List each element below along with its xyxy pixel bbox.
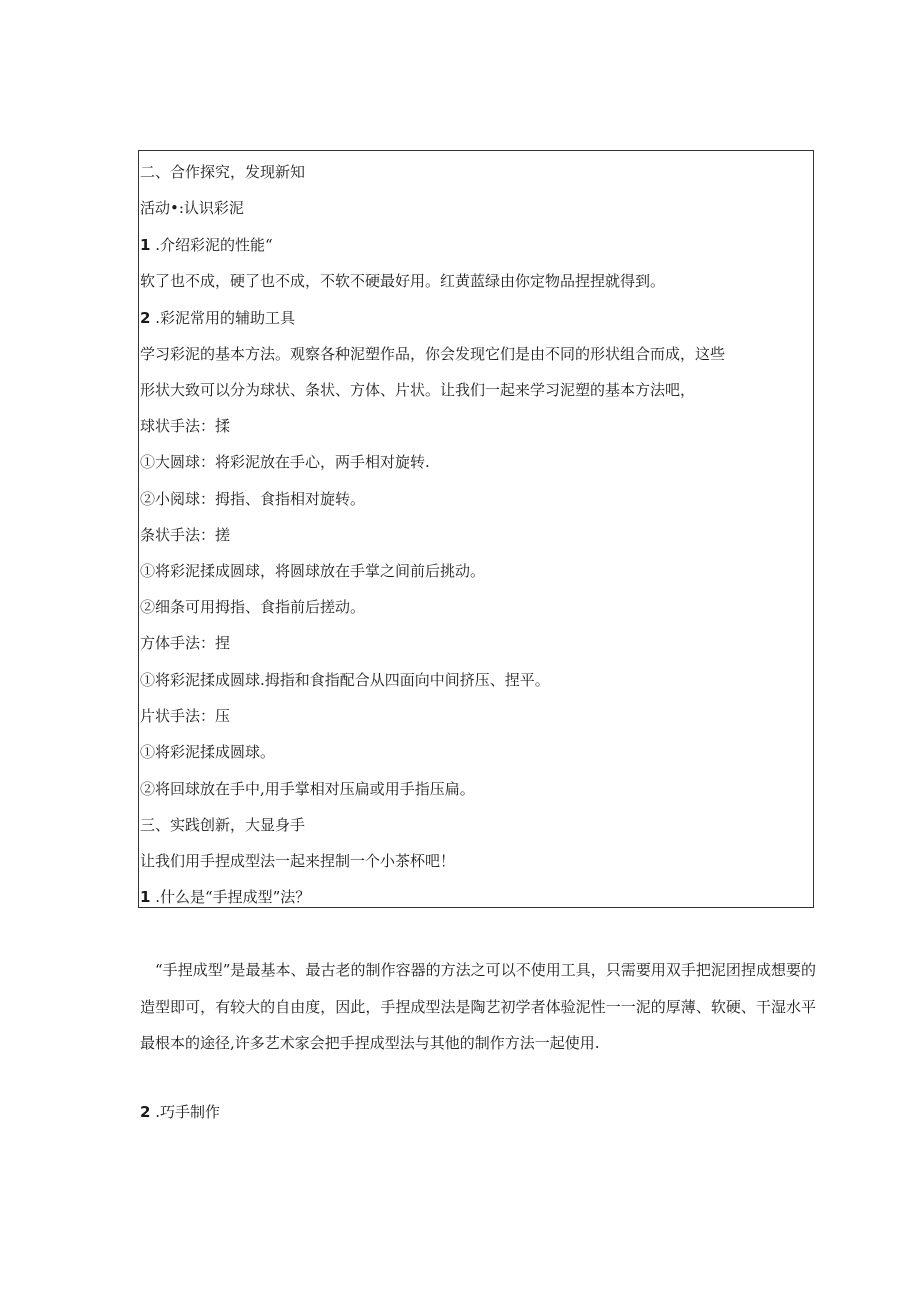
- line-text: 让我们用手捏成型法一起来捏制一个小茶杯吧！: [140, 852, 456, 870]
- line-text: ②细条可用拇指、食指前后搓动。: [140, 598, 366, 616]
- table-line: [140, 308, 295, 328]
- section-title: .巧手制作: [150, 1103, 220, 1121]
- line-text: 二、合作探究，发现新知: [140, 163, 306, 181]
- line-text: ①将彩泥揉成圆球，将圆球放在手掌之间前后挑动。: [140, 562, 486, 580]
- line-text: .彩泥常用的辅助工具: [150, 309, 295, 327]
- table-line: [140, 235, 273, 255]
- line-text: ②小阅球：拇指、食指相对旋转。: [140, 490, 366, 508]
- line-text: ①大圆球：将彩泥放在手心，两手相对旋转.: [140, 453, 430, 471]
- table-line: [140, 271, 665, 291]
- table-line: [140, 198, 244, 218]
- line-text: ②将回球放在手中,用手掌相对压扁或用手指压扁。: [140, 780, 475, 798]
- table-line: [140, 670, 550, 690]
- table-line: [140, 742, 275, 762]
- line-number: 2: [140, 309, 151, 327]
- table-line: [140, 489, 365, 509]
- table-line: [140, 815, 305, 835]
- table-line: [140, 525, 230, 545]
- line-text: 三、实践创新，大显身手: [140, 816, 306, 834]
- line-number: 1: [140, 888, 151, 906]
- section-heading-crafting: [140, 1102, 220, 1122]
- section-number: 2: [140, 1103, 151, 1121]
- table-line: [140, 561, 485, 581]
- table-line: [140, 633, 230, 653]
- table-line: [140, 416, 230, 436]
- line-text: 方体手法：捏: [140, 634, 231, 652]
- table-line: [140, 887, 310, 907]
- line-text: ①将彩泥揉成圆球。: [140, 743, 276, 761]
- line-text: 球状手法：揉: [140, 417, 231, 435]
- table-line: [140, 597, 365, 617]
- line-text: 学习彩泥的基本方法。观察各种泥塑作品，你会发现它们是由不同的形状组合而成，这些: [140, 345, 726, 363]
- table-line: [140, 851, 455, 871]
- table-line: [140, 706, 230, 726]
- line-text: 片状手法：压: [140, 707, 231, 725]
- line-text: .什么是“手捏成型”法？: [150, 888, 311, 906]
- line-text: .介绍彩泥的性能“: [150, 236, 273, 254]
- table-line: [140, 162, 305, 182]
- table-line: [140, 344, 725, 364]
- table-line: [140, 452, 430, 472]
- line-text: 条状手法：搓: [140, 526, 231, 544]
- line-text: ①将彩泥揉成圆球.拇指和食指配合从四面向中间挤压、捏平。: [140, 671, 550, 689]
- table-line: [140, 779, 475, 799]
- intro-paragraph: “手捏成型”是最基本、最古老的制作容器的方法之可以不使用工具，只需要用双手把泥团捏成想要的造型即可，有较大的自由度，因此，手捏成型法是陶艺初学者体验泥性一一泥的厚薄、软硬、干湿水平最根本的途径,许多艺术家会把手捏成型法与其他的制作方法一起使用.: [140, 961, 816, 1052]
- table-line: [140, 380, 695, 400]
- line-text: 软了也不成，硬了也不成，不软不硬最好用。红黄蓝绿由你定物品捏捏就得到。: [140, 272, 666, 290]
- line-number: 1: [140, 236, 151, 254]
- line-text: 形状大致可以分为球状、条状、方体、片状。让我们一起来学习泥塑的基本方法吧，: [140, 381, 696, 399]
- line-text: 活动•:认识彩泥: [140, 199, 244, 217]
